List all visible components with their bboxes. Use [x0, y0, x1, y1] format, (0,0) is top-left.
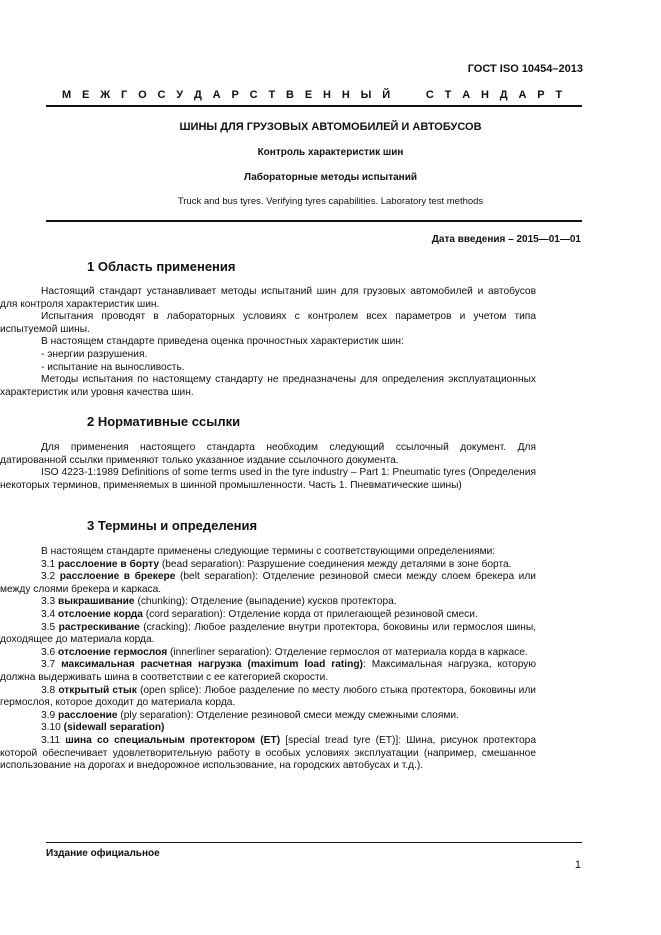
banner-letter: А — [462, 89, 471, 101]
term-text: [special tread tyre (ET)]: Шина, рисунок протектора которой обеспечивает удовлетворительную работу в особых условиях эксплуатации (например, смешанное использование на дорогах и внедорожное использование, на городских автобусах и т.д.). — [0, 734, 536, 772]
term-name: расслоение в борту — [58, 558, 159, 570]
banner-letter: О — [138, 89, 147, 101]
paragraph: Для применения настоящего стандарта необходим следующий ссылочный документ. Для датированной ссылки применяют только указанное издание ссылочного документа. — [0, 442, 536, 466]
term-definition — [0, 609, 536, 622]
banner-letter: С — [249, 89, 258, 101]
title-rule — [46, 220, 582, 222]
banner-letter: Т — [268, 89, 276, 101]
term-definition — [0, 647, 536, 660]
list-item: - испытание на выносливость. — [41, 361, 185, 373]
banner-letter: С — [425, 89, 434, 101]
term-definition — [0, 659, 536, 684]
banner-letter: Р — [231, 89, 239, 101]
paragraph: В настоящем стандарте приведена оценка прочностных характеристик шин: — [41, 336, 404, 348]
paragraph: Настоящий стандарт устанавливает методы испытаний шин для грузовых автомобилей и автобусов для контроля характеристик шин. — [0, 286, 536, 310]
english-title: Truck and bus tyres. Verifying tyres capabilities. Laboratory test methods — [177, 196, 484, 207]
banner-letter: Р — [537, 89, 545, 101]
term-number: 3.9 — [41, 709, 56, 721]
banner-letter: Д — [193, 89, 202, 101]
term-name: максимальная расчетная нагрузка (maximum load rating) — [61, 659, 363, 671]
banner-letter: Н — [323, 89, 331, 101]
document-title: ШИНЫ ДЛЯ ГРУЗОВЫХ АВТОМОБИЛЕЙ И АВТОБУСОВ — [179, 121, 482, 133]
term-definition — [0, 559, 536, 572]
term-text: (innerliner separation): Отделение гермослоя от материала корда в каркасе. — [167, 646, 528, 658]
term-name: открытый стык — [58, 684, 137, 696]
term-definition — [0, 571, 536, 596]
section-2-heading: 2 Нормативные ссылки — [87, 414, 241, 429]
footer-rule — [46, 842, 582, 843]
banner-letter: Т — [444, 89, 452, 101]
term-name: расслоение — [58, 709, 118, 721]
banner-letter: Й — [382, 89, 391, 101]
term-number: 3.6 — [41, 646, 56, 658]
banner-letter: Ж — [100, 89, 111, 101]
term-name: расслоение в брекере — [59, 571, 176, 583]
term-number: 3.8 — [41, 684, 56, 696]
paragraph: Методы испытания по настоящему стандарту не предназначены для определения эксплуатационных характеристик или уровня качества шин. — [0, 374, 536, 398]
term-text: (ply separation): Отделение резиновой смеси между смежными слоями. — [117, 709, 459, 721]
banner-letter: М — [62, 89, 72, 101]
term-name: отслоение корда — [58, 608, 143, 620]
introduction-date: Дата введения – 2015—01—01 — [431, 234, 581, 245]
banner-letter: Е — [304, 89, 313, 101]
banner-letter: Ы — [360, 89, 372, 101]
paragraph: Испытания проводят в лабораторных условиях с контролем всех параметров и учетом типа испытуемой шины. — [0, 311, 536, 335]
term-definition — [0, 735, 536, 773]
section-1-heading: 1 Область применения — [87, 259, 236, 274]
banner-letter: Н — [341, 89, 350, 101]
edition-label: Издание официальное — [46, 848, 160, 859]
term-definition — [0, 722, 536, 735]
term-number: 3.7 — [41, 659, 56, 671]
term-number: 3.11 — [41, 734, 61, 746]
banner-letter: Н — [481, 89, 489, 101]
term-text: (cord separation): Отделение корда от прилегающей резиновой смеси. — [142, 608, 478, 620]
term-definition — [0, 710, 536, 723]
term-text: : Максимальная нагрузка, которую должна выдерживать шина в соответствии с ее категорией скорости. — [0, 659, 536, 683]
term-name: шина со специальным протектором (ET) — [65, 734, 281, 746]
term-number: 3.3 — [41, 596, 56, 608]
term-name: отслоение гермослоя — [58, 646, 168, 658]
term-number: 3.10 — [41, 722, 61, 734]
header-rule — [46, 105, 582, 107]
terms-list — [0, 559, 536, 773]
term-definition — [0, 622, 536, 647]
section-2-body — [0, 442, 536, 492]
section-3-body — [0, 546, 536, 773]
banner-letter: А — [212, 89, 221, 101]
paragraph: В настоящем стандарте применены следующие термины с соответствующими определениями: — [41, 546, 496, 557]
banner-letter: Г — [121, 89, 128, 101]
banner-letter: В — [286, 89, 294, 101]
term-number: 3.1 — [41, 558, 56, 570]
banner-letter: Д — [499, 89, 508, 101]
term-name: выкрашивание — [58, 596, 135, 608]
paragraph: ISO 4223-1:1989 Definitions of some terms used in the tyre industry – Part 1: Pneumatic tyres (Определения некоторых терминов, применяемых в шинной промышленности. Часть 1. Пневматические шины) — [0, 467, 536, 491]
document-subtitle-1: Контроль характеристик шин — [257, 147, 404, 158]
term-definition — [0, 596, 536, 609]
document-subtitle-2: Лабораторные методы испытаний — [243, 172, 417, 183]
term-text: (chunking): Отделение (выпадение) кусков протектора. — [134, 596, 397, 608]
term-text: (cracking): Любое разделение внутри протектора, боковины или гермослоя шины, доходящее до материала корда. — [0, 621, 536, 646]
term-definition — [0, 685, 536, 710]
section-3-heading: 3 Термины и определения — [87, 518, 258, 533]
banner-letter: Т — [555, 89, 563, 101]
list-item: - энергии разрушения. — [41, 348, 148, 360]
interstate-standard-banner — [62, 89, 562, 101]
page-number: 1 — [574, 859, 581, 871]
banner-letter: Е — [82, 89, 90, 101]
banner-letter: С — [157, 89, 166, 101]
section-1-body — [0, 286, 536, 399]
banner-letter: А — [518, 89, 527, 101]
term-number: 3.2 — [41, 571, 56, 583]
term-name: растрескивание — [58, 621, 140, 633]
term-text: (open splice): Любое разделение по месту любого стыка протектора, боковины или гермослоя, которое доходит до материала корда. — [0, 684, 536, 709]
banner-letter: У — [176, 89, 184, 101]
term-name: (sidewall separation) — [63, 722, 165, 734]
term-text: (belt separation): Отделение резиновой смеси между слоем брекера или между слоями брекера и каркаса. — [0, 571, 536, 595]
term-number: 3.4 — [41, 608, 56, 620]
term-text: (bead separation): Разрушение соединения между деталями в зоне борта. — [158, 558, 512, 570]
document-id: ГОСТ ISO 10454–2013 — [467, 63, 583, 75]
term-number: 3.5 — [41, 621, 56, 633]
